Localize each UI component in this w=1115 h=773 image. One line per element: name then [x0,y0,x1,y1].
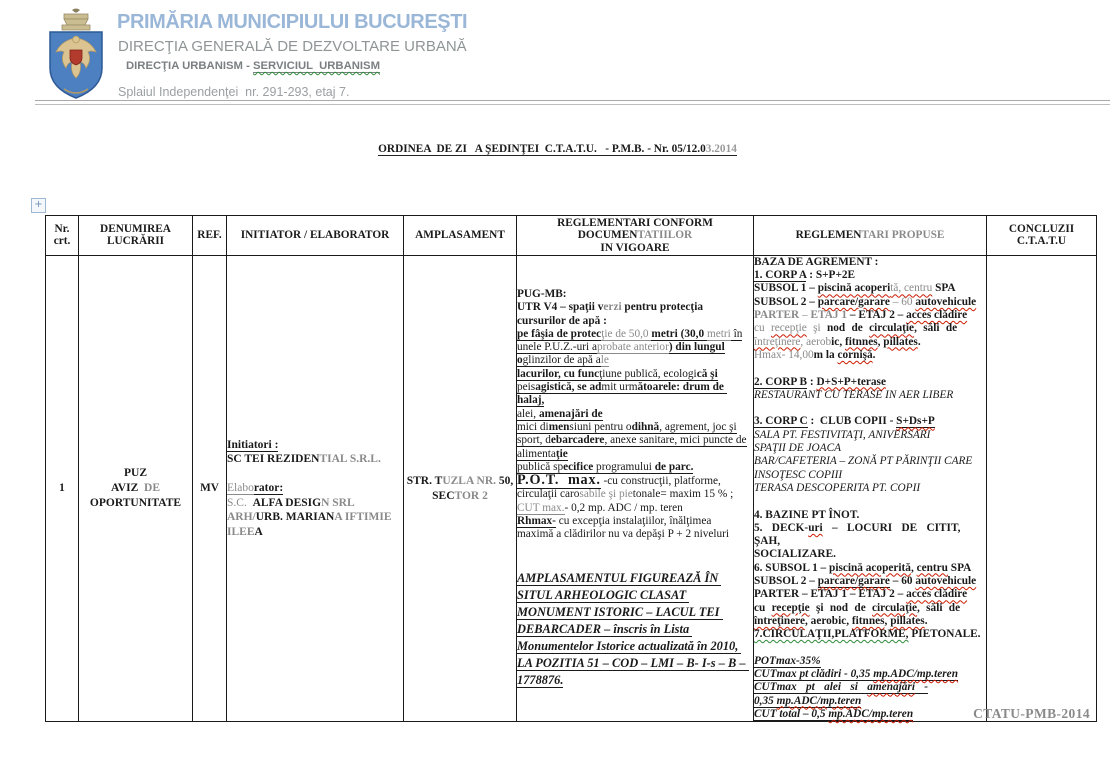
cell-reglementari-in-vigoare: PUG-MB: UTR V4 – spaţii verzi pentru protecţia cursurilor de apă : pe fâşia de protecţie de 50,0 metri (30,0 metri în unele P.U.Z.-uri aprobate anterior) din lungul oglinzilor de apă ale lacurilor, cu funcţiune publică, ecologică şi peisagistică, se admit următoarele: drum de halaj, alei, amenajări de mici dimensiuni pentru odihnă, agrement, joc şi sport, debarcadere, anexe sanitare, mici puncte de alimentaţie publică specifice programului de parc. P.O.T. max. -cu construcţii, platforme, circulaţii carosabile şi pietonale= maxim 15 % ; CUT max.- 0,2 mp. ADC / mp. teren Rhmax- cu excepţia instalaţiilor, înălţimea maximă a clădirilor nu va depăşi P + 2 niveluri AMPLASAMENTUL FIGUREAZĂ ÎN SITUL ARHEOLOGIC CLASAT MONUMENT ISTORIC – LACUL TEI DEBARCADER – înscris în Lista Monumentelor Istorice actualizată în 2010, LA POZITIA 51 – COD – LMI – B- I-s – B – 1778876. [517,255,754,721]
direction-service-name: DIRECŢIA URBANISM - SERVICIUL URBANISM [126,60,380,72]
col-header-reglementari-in-vigoare: REGLEMENTARI CONFORM DOCUMENTATIILOR IN VIGOARE [517,216,754,256]
page-title: ORDINEA DE ZI A ŞEDINŢEI C.T.A.T.U. - P.M.B. - Nr. 05/12.03.2014 [378,143,737,155]
general-direction-name: DIRECŢIA GENERALĂ DE DEZVOLTARE URBANĂ [118,38,467,55]
header-divider [35,100,1110,105]
col-header-amplasament: AMPLASAMENT [404,216,517,256]
col-header-concluzii-ctatu: CONCLUZII C.T.A.T.U [987,216,1097,256]
bucharest-coat-of-arms-logo [44,6,108,102]
table-row [46,255,1097,721]
address-line: Splaiul Independenţei nr. 291-293, etaj 7. [118,85,350,99]
cell-amplasament: STR. TUZLA NR. 50, SECTOR 2 [404,255,517,721]
table-header-row [46,216,1097,256]
document-footer-code: CTATU-PMB-2014 [973,706,1090,721]
col-header-initiator-elaborator: INITIATOR / ELABORATOR [227,216,404,256]
cell-ref: MV [193,255,227,721]
col-header-nr-crt: Nr. crt. [46,216,79,256]
table-move-handle-icon[interactable]: + [31,198,46,213]
cell-concluzii-ctatu [987,255,1097,721]
cell-reglementari-propuse: BAZA DE AGREMENT : 1. CORP A : S+P+2E SUBSOL 1 – piscină acoperită, centru SPA SUBSOL 2 – parcare/garare – 60 autovehicule PARTER – ETAJ 1 – ETAJ 2 – acces clădire cu recepţie şi nod de circulaţie, săli de întreţinere, aerobic, fitnnes, pillates. Hmax- 14,00m la cornişă. 2. CORP B : D+S+P+terase RESTAURANT CU TERASE IN AER LIBER 3. CORP C : CLUB COPII - S+Ds+P SALA PT. FESTIVITAŢI, ANIVERSARI SPAŢII DE JOACA BAR/CAFETERIA – ZONĂ PT PĂRINŢII CARE INSOŢESC COPIII TERASA DESCOPERITA PT. COPII 4. BAZINE PT ÎNOT. 5. DECK-uri – LOCURI DE CITIT, ŞAH, SOCIALIZARE. 6. SUBSOL 1 – piscină acoperită, centru SPA SUBSOL 2 – parcare/garare – 60 autovehicule PARTER – ETAJ 1 – ETAJ 2 – acces clădire cu recepţie şi nod de circulaţie, săli de întreţinere, aerobic, fitnnes, pillates. 7.CIRCULAŢII,PLATFORME, PIETONALE. POTmax-35% CUTmax pt clădiri - 0,35 mp.ADC/mp.teren CUTmax pt alei si amenajări - 0,35 mp.ADC/mp.teren CUT total – 0,5 mp.ADC/mp.teren [754,255,987,721]
col-header-reglementari-propuse: REGLEMENTARI PROPUSE [754,216,987,256]
col-header-ref: REF. [193,216,227,256]
cell-nr-crt: 1 [46,255,79,721]
cell-denumirea-lucrarii: PUZ AVIZ DE OPORTUNITATE [79,255,193,721]
col-header-denumirea-lucrarii: DENUMIREA LUCRĂRII [79,216,193,256]
institution-name: PRIMĂRIA MUNICIPIULUI BUCUREŞTI [117,11,468,33]
cell-initiator-elaborator: Initiatori : SC TEI REZIDENTIAL S.R.L. Elaborator: S.C. ALFA DESIGN SRL ARH/URB. MARIANA IFTIMIE ILEEA [227,255,404,721]
agenda-table [45,215,1097,722]
